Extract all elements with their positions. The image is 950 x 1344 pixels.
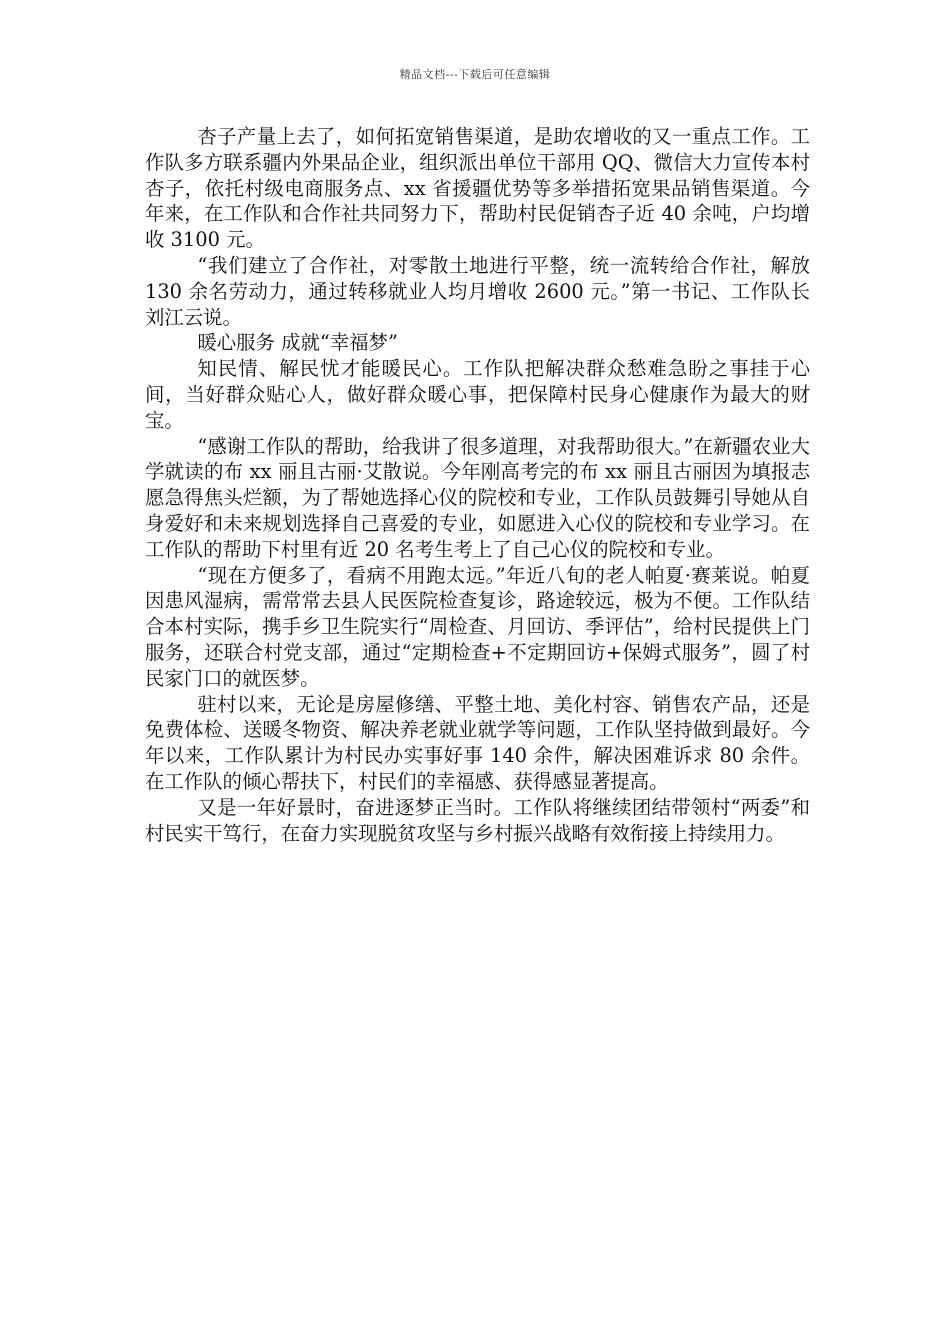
paragraph-achievements: 驻村以来，无论是房屋修缮、平整土地、美化村容、销售农产品，还是免费体检、送暖冬物资、解决养老就业就学等问题，工作队坚持做到最好。今年以来，工作队累计为村民办实事好事 140 余件，解决困难诉求 80 余件。在工作队的倾心帮扶下，村民们的幸福感、获得感显著提高。 (145, 692, 810, 793)
paragraph-medical-service: “现在方便多了，看病不用跑太远。”年近八旬的老人帕夏·赛莱说。帕夏因患风湿病，需常常去县人民医院检查复诊，路途较远，极为不便。工作队结合本村实际，携手乡卫生院实行“周检查、月回访、季评估”，给村民提供上门服务，还联合村党支部，通过“定期检查+不定期回访+保姆式服务”，圆了村民家门口的就医梦。 (145, 563, 810, 690)
paragraph-student-help: “感谢工作队的帮助，给我讲了很多道理，对我帮助很大。”在新疆农业大学就读的布 xx 丽且古丽·艾散说。今年刚高考完的布 xx 丽且古丽因为填报志愿急得焦头烂额，为了帮她选择心仪的院校和专业，工作队员鼓舞引导她从自身爱好和未来规划选择自己喜爱的专业，如愿进入心仪的院校和专业学习。在工作队的帮助下村里有近 20 名考生考上了自己心仪的院校和专业。 (145, 434, 810, 561)
paragraph-warm-service: 知民情、解民忧才能暖民心。工作队把解决群众愁难急盼之事挂于心间，当好群众贴心人，做好群众暖心事，把保障村民身心健康作为最大的财宝。 (145, 357, 810, 432)
paragraph-conclusion: 又是一年好景时，奋进逐梦正当时。工作队将继续团结带领村“两委”和村民实干笃行，在奋力实现脱贫攻坚与乡村振兴战略有效衔接上持续用力。 (145, 795, 810, 845)
article-body (145, 124, 810, 846)
section-heading: 暖心服务 成就“幸福梦” (197, 331, 398, 355)
paragraph-sales-channels: 杏子产量上去了，如何拓宽销售渠道，是助农增收的又一重点工作。工作队多方联系疆内外果品企业，组织派出单位干部用 QQ、微信大力宣传本村杏子，依托村级电商服务点、xx 省援疆优势等多举措拓宽果品销售渠道。今年来，在工作队和合作社共同努力下，帮助村民促销杏子近 40 余吨，户均增收 3100 元。 (145, 125, 810, 252)
page-header: 精品文档---下载后可任意编辑 (399, 68, 551, 81)
paragraph-cooperative-quote: “我们建立了合作社，对零散土地进行平整，统一流转给合作社，解放 130 余名劳动力，通过转移就业人均月增收 2600 元。”第一书记、工作队长刘江云说。 (145, 253, 810, 329)
